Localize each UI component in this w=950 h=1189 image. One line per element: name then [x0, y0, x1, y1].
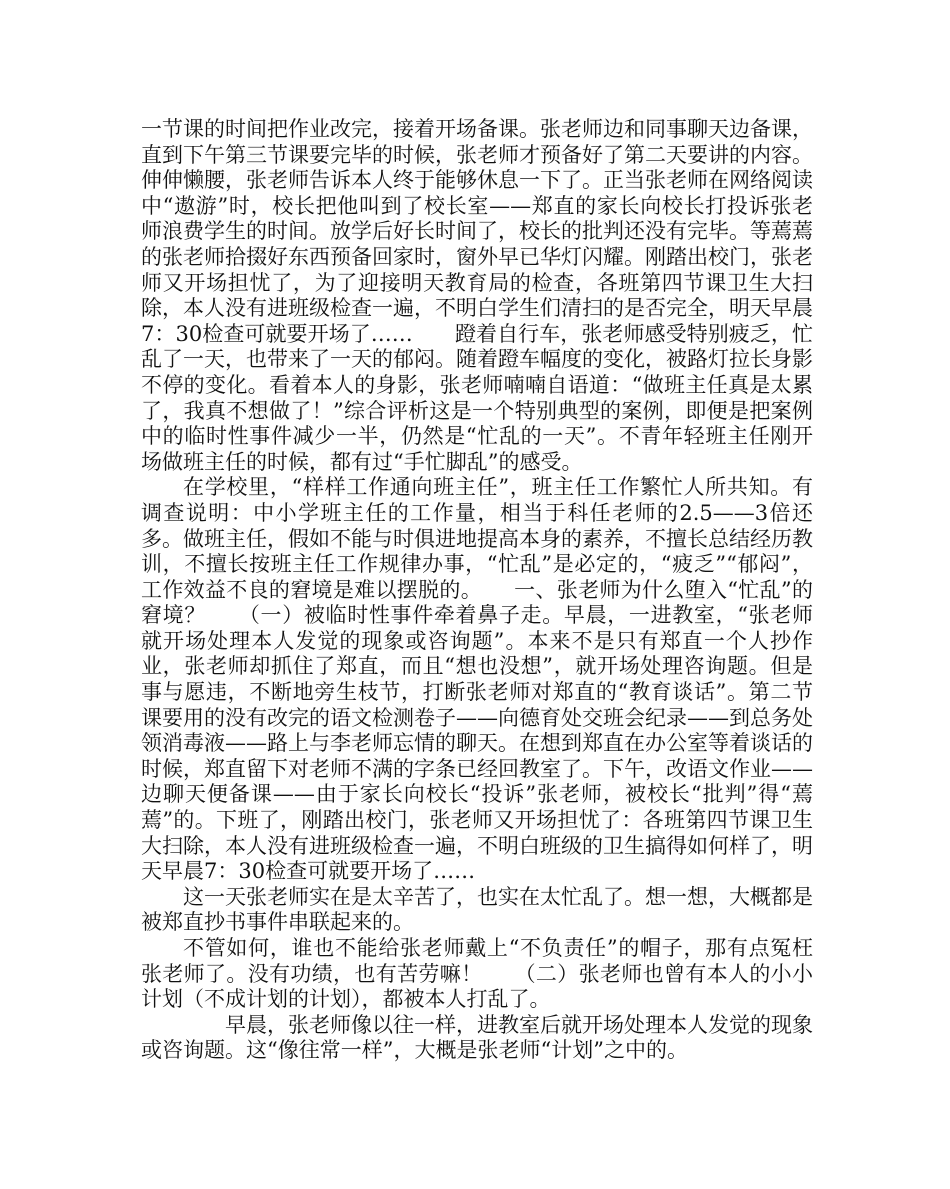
document-body	[141, 117, 813, 1064]
paragraph-1: 一节课的时间把作业改完，接着开场备课。张老师边和同事聊天边备课，直到下午第三节课要完毕的时候，张老师才预备好了第二天要讲的内容。伸伸懒腰，张老师告诉本人终于能够休息一下了。正当张老师在网络阅读中“遨游”时，校长把他叫到了校长室——郑直的家长向校长打投诉张老师浪费学生的时间。放学后好长时间了，校长的批判还没有完毕。等蔫蔫的张老师拾掇好东西预备回家时，窗外早已华灯闪耀。刚踏出校门，张老师又开场担忧了，为了迎接明天教育局的检查，各班第四节课卫生大扫除，本人没有进班级检查一遍，不明白学生们清扫的是否完全，明天早晨7：30检查可就要开场了…… 蹬着自行车，张老师感受特别疲乏，忙乱了一天，也带来了一天的郁闷。随着蹬车幅度的变化，被路灯拉长身影不停的变化。看着本人的身影，张老师喃喃自语道：“做班主任真是太累了，我真不想做了！”综合评析这是一个特别典型的案例，即便是把案例中的临时性事件减少一半，仍然是“忙乱的一天”。不青年轻班主任刚开场做班主任的时候，都有过“手忙脚乱”的感受。	[141, 117, 813, 474]
paragraph-5: 早晨，张老师像以往一样，进教室后就开场处理本人发觉的现象或咨询题。这“像往常一样”，大概是张老师“计划”之中的。	[141, 1012, 813, 1063]
paragraph-2: 在学校里，“样样工作通向班主任”，班主任工作繁忙人所共知。有调查说明：中小学班主任的工作量，相当于科任老师的2.5——3倍还多。做班主任，假如不能与时俱进地提高本身的素养，不擅长总结经历教训，不擅长按班主任工作规律办事，“忙乱”是必定的，“疲乏”“郁闷”，工作效益不良的窘境是难以摆脱的。 一、张老师为什么堕入“忙乱”的窘境？ （一）被临时性事件牵着鼻子走。早晨，一进教室，“张老师就开场处理本人发觉的现象或咨询题”。本来不是只有郑直一个人抄作业，张老师却抓住了郑直，而且“想也没想”，就开场处理咨询题。但是事与愿违，不断地旁生枝节，打断张老师对郑直的“教育谈话”。第二节课要用的没有改完的语文检测卷子——向德育处交班会纪录——到总务处领消毒液——路上与李老师忘情的聊天。在想到郑直在办公室等着谈话的时候，郑直留下对老师不满的字条已经回教室了。下午，改语文作业——边聊天便备课——由于家长向校长“投诉”张老师，被校长“批判”得“蔫蔫”的。下班了，刚踏出校门，张老师又开场担忧了：各班第四节课卫生大扫除，本人没有进班级检查一遍，不明白班级的卫生搞得如何样了，明天早晨7：30检查可就要开场了……	[141, 475, 813, 884]
paragraph-3: 这一天张老师实在是太辛苦了，也实在太忙乱了。想一想，大概都是被郑直抄书事件串联起来的。	[141, 884, 813, 935]
paragraph-4: 不管如何，谁也不能给张老师戴上“不负责任”的帽子，那有点冤枉张老师了。没有功绩，也有苦劳嘛！ （二）张老师也曾有本人的小小计划（不成计划的计划），都被本人打乱了。	[141, 936, 813, 1012]
